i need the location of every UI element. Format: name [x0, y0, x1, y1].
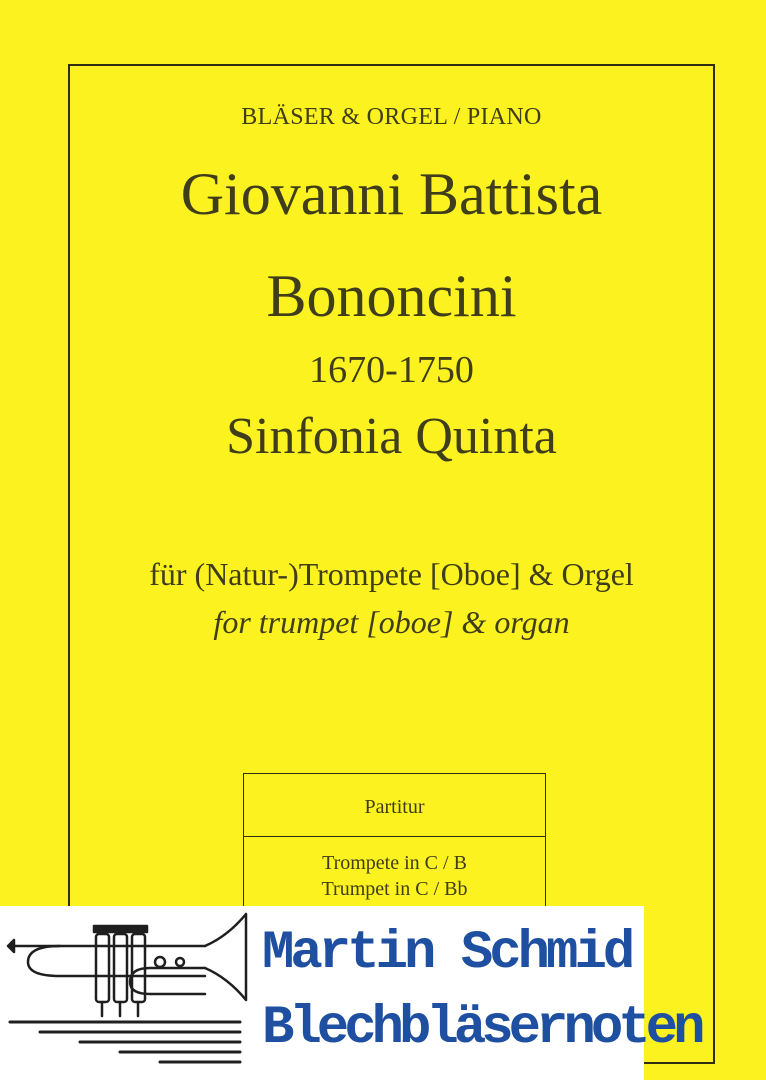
trumpet-icon: [0, 906, 262, 1080]
series-title: BLÄSER & ORGEL / PIANO: [241, 104, 542, 130]
composer-surname: Bononcini: [266, 263, 517, 329]
part-label-english: Trumpet in C / Bb: [321, 878, 468, 900]
instrumentation-german: für (Natur-)Trompete [Oboe] & Orgel: [149, 556, 634, 592]
work-title: Sinfonia Quinta: [226, 408, 557, 465]
composer-dates: 1670-1750: [309, 349, 474, 391]
publisher-name: Martin Schmid: [262, 923, 632, 984]
score-label: Partitur: [364, 796, 425, 818]
publisher-banner: [0, 906, 701, 1080]
edition-box-divider: [244, 836, 545, 837]
composer-first-names: Giovanni Battista: [180, 161, 603, 227]
publisher-subtitle: Blechbläsernoten: [262, 998, 701, 1059]
part-label-german: Trompete in C / B: [322, 852, 467, 874]
instrumentation-english: for trumpet [oboe] & organ: [213, 604, 570, 640]
